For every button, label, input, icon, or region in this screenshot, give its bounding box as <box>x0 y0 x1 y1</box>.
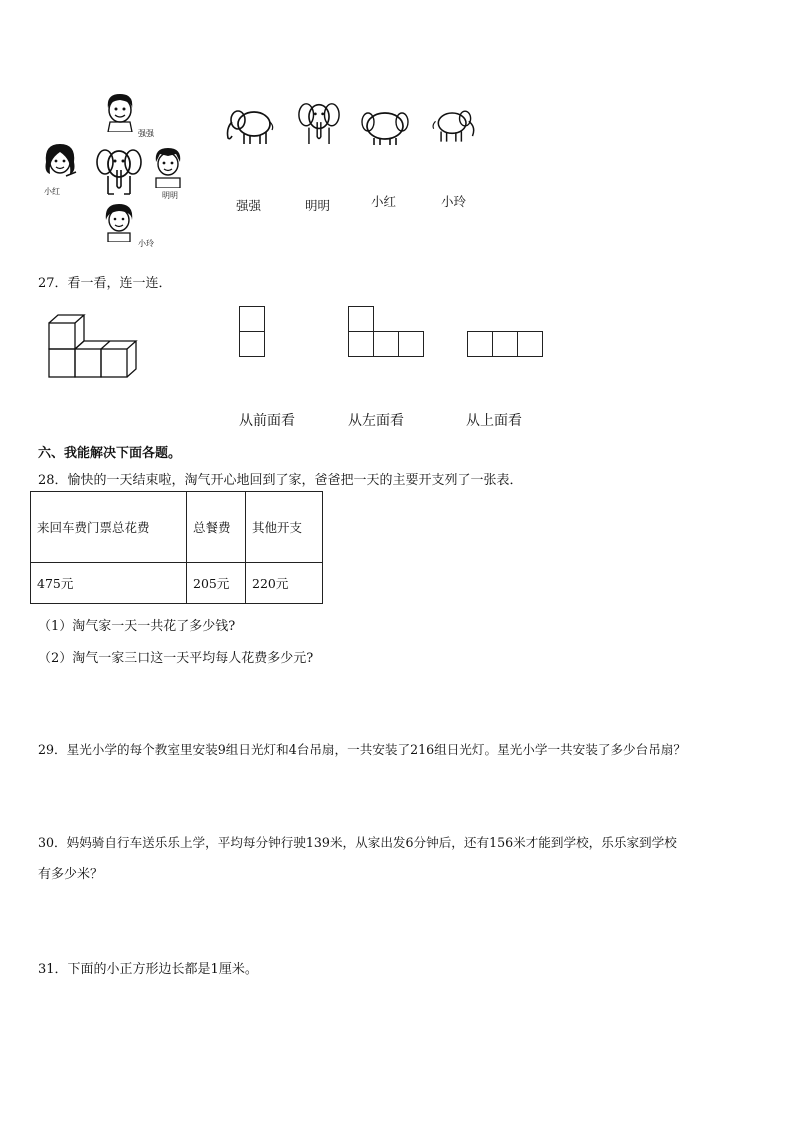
kid-face-icon <box>150 146 186 188</box>
kid-name-xiaohong: 小红 <box>44 187 60 196</box>
table-header: 来回车费门票总花费 <box>31 492 187 563</box>
kid-face-icon <box>102 202 136 242</box>
view-square <box>348 306 374 332</box>
table-cell: 205元 <box>187 563 246 604</box>
kid-face-icon <box>42 142 78 184</box>
kid-name-xiaoling: 小玲 <box>138 239 154 248</box>
elephant-front-view-icon <box>298 100 340 146</box>
question-30-line-1: 30．妈妈骑自行车送乐乐上学，平均每分钟行驶139米，从家出发6分钟后，还有156米才能到学校，乐乐家到学校 <box>38 835 677 850</box>
question-27-prompt: 27．看一看，连一连． <box>38 276 172 291</box>
view-label-left: 从左面看 <box>348 413 404 429</box>
elephant-side-view-icon <box>430 106 478 144</box>
table-cell: 475元 <box>31 563 187 604</box>
elephant-side-view-icon <box>222 106 274 146</box>
view-square <box>517 331 543 357</box>
view-label-front: 从前面看 <box>239 413 295 429</box>
view-square <box>398 331 424 357</box>
elephant-front-icon <box>96 146 142 196</box>
section-6-title: 六、我能解决下面各题。 <box>38 446 182 461</box>
view-square <box>239 331 265 357</box>
answer-label-xiaohong: 小红 <box>371 194 397 209</box>
answer-label-qiangqiang: 强强 <box>236 198 262 213</box>
table-header: 其他开支 <box>246 492 323 563</box>
view-square <box>467 331 493 357</box>
view-square <box>239 306 265 332</box>
expense-table <box>30 491 323 604</box>
view-square <box>373 331 399 357</box>
answer-label-mingming: 明明 <box>305 198 331 213</box>
table-header: 总餐费 <box>187 492 246 563</box>
view-square <box>492 331 518 357</box>
question-31-prompt: 31．下面的小正方形边长都是1厘米。 <box>38 962 258 977</box>
question-28-sub-1: （1）淘气家一天一共花了多少钱? <box>38 619 236 634</box>
question-28-prompt: 28．愉快的一天结束啦，淘气开心地回到了家，爸爸把一天的主要开支列了一张表． <box>38 473 523 488</box>
view-label-top: 从上面看 <box>466 413 522 429</box>
kid-name-mingming: 明明 <box>162 191 178 200</box>
kid-name-qiangqiang: 强强 <box>138 129 154 138</box>
elephant-back-view-icon <box>360 108 410 146</box>
kid-face-icon <box>102 92 138 132</box>
table-cell: 220元 <box>246 563 323 604</box>
question-29-prompt: 29．星光小学的每个教室里安装9组日光灯和4台吊扇，一共安装了216组日光灯。星光小学一共安装了多少台吊扇？ <box>38 742 686 757</box>
view-square <box>348 331 374 357</box>
q26-figure <box>40 90 200 255</box>
cube-stack-figure <box>46 312 140 380</box>
question-28-sub-2: （2）淘气一家三口这一天平均每人花费多少元? <box>38 651 314 666</box>
question-30-line-2: 有多少米？ <box>38 867 104 882</box>
answer-label-xiaoling: 小玲 <box>441 194 467 209</box>
